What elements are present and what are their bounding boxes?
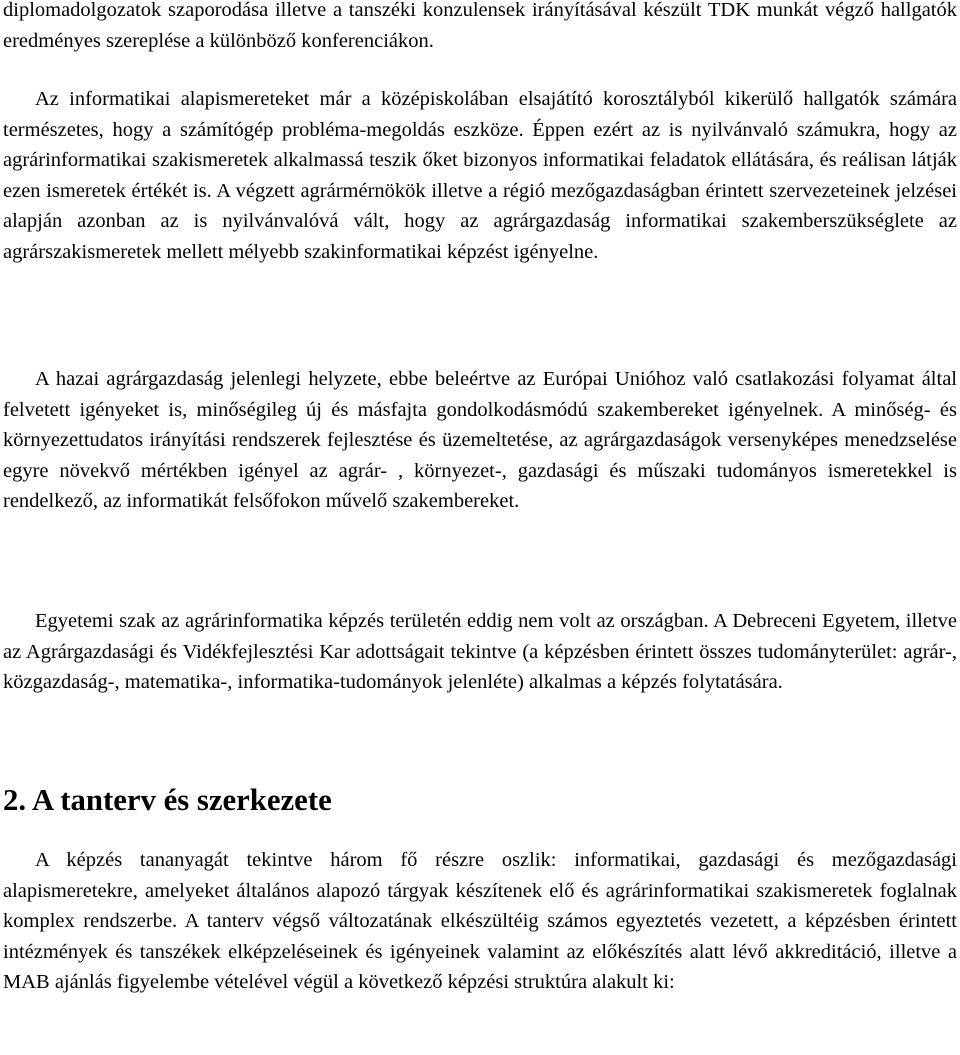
- paragraph-agri-economy: A hazai agrárgazdaság jelenlegi helyzete, ebbe beleértve az Európai Unióhoz való csatlakozási folyamat által felvetett igényeket is, minőségileg új és másfajta gondolkodásmódú szakembereket igényelnek. A minőség- és környezettudatos irányítási rendszerek fejlesztése és üzemeltetése, az agrárgazdaságok versenyképes menedzselése egyre növekvő mértékben igényel az agrár- , környezet-, gazdasági és műszaki tudományos ismeretekkel is rendelkező, az informatikát felsőfokon művelő szakembereket.: [3, 368, 957, 512]
- paragraph-informatics-basics: Az informatikai alapismereteket már a középiskolában elsajátító korosztályból kikerülő hallgatók számára természetes, hogy a számítógép probléma-megoldás eszköze. Éppen ezért az is nyilvánvaló számukra, hogy az agrárinformatikai szakismeretek alkalmassá teszik őket bizonyos informatikai feladatok ellátására, és reálisan látják ezen ismeretek értékét is. A végzett agrármérnökök illetve a régió mezőgazdaságban érintett szervezeteinek jelzései alapján azonban az is nyilvánvalóvá vált, hogy az agrárgazdaság informatikai szakemberszükséglete az agrárszakismeretek mellett mélyebb szakinformatikai képzést igényelne.: [3, 88, 957, 263]
- paragraph-curriculum-structure: A képzés tananyagát tekintve három fő részre oszlik: informatikai, gazdasági és mezőgazdasági alapismeretekre, amelyeket általános alapozó tárgyak készítenek elő és agrárinformatikai szakismeretek foglalnak komplex rendszerbe. A tanterv végső változatának elkészültéig számos egyeztetés vezetett, a képzésben érintett intézmények és tanszékek elképzeléseinek és igényeinek valamint az előkészítés alatt lévő akkreditáció, illetve a MAB ajánlás figyelembe vételével végül a következő képzési struktúra alakult ki:: [3, 849, 957, 993]
- paragraph-tdk-results: diplomadolgozatok szaporodása illetve a tanszéki konzulensek irányításával készült TDK munkát végző hallgatók eredményes szereplése a különböző konferenciákon.: [3, 0, 957, 52]
- paragraph-university-program: Egyetemi szak az agrárinformatika képzés területén eddig nem volt az országban. A Debreceni Egyetem, illetve az Agrárgazdasági és Vidékfejlesztési Kar adottságait tekintve (a képzésben érintett összes tudományterület: agrár-, közgazdaság-, matematika-, informatika-tudományok jelenléte) alkalmas a képzés folytatására.: [3, 610, 957, 693]
- section-heading: 2. A tanterv és szerkezete: [3, 783, 332, 817]
